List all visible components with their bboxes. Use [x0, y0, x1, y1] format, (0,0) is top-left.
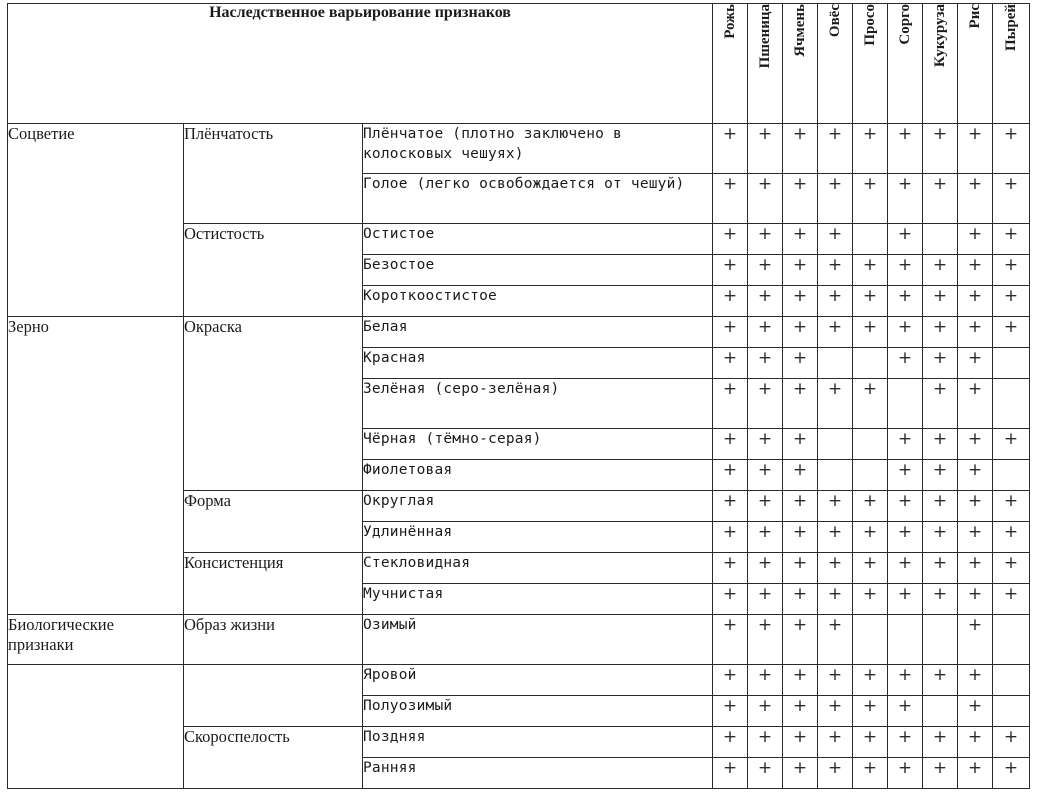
group-cell: Биологические признаки — [8, 615, 184, 665]
plus-mark: + — [818, 615, 853, 665]
variant-cell: Остистое — [363, 224, 713, 255]
plus-mark: + — [958, 615, 993, 665]
table-row — [8, 124, 1030, 174]
plus-mark: + — [958, 491, 993, 522]
plus-mark: + — [888, 460, 923, 491]
crop-header: Рожь — [713, 4, 748, 124]
plus-mark: + — [853, 696, 888, 727]
plus-mark: + — [748, 317, 783, 348]
plus-mark: + — [888, 317, 923, 348]
plus-mark: + — [853, 584, 888, 615]
plus-mark: + — [748, 379, 783, 429]
table-row — [8, 665, 1030, 696]
trait-cell: Консистенция — [184, 553, 363, 615]
plus-mark: + — [958, 522, 993, 553]
variant-cell: Безостое — [363, 255, 713, 286]
plus-mark: + — [818, 553, 853, 584]
table-row — [8, 615, 1030, 665]
plus-mark: + — [783, 124, 818, 174]
plus-mark: + — [783, 379, 818, 429]
crop-header: Ячмень — [783, 4, 818, 124]
mark-cell — [818, 460, 853, 491]
mark-cell — [853, 224, 888, 255]
trait-cell: Окраска — [184, 317, 363, 491]
plus-mark: + — [818, 286, 853, 317]
heredity-table — [7, 3, 1030, 789]
plus-mark: + — [888, 758, 923, 789]
mark-cell — [818, 348, 853, 379]
plus-mark: + — [748, 553, 783, 584]
plus-mark: + — [888, 665, 923, 696]
plus-mark: + — [818, 727, 853, 758]
plus-mark: + — [993, 522, 1030, 553]
trait-cell: Образ жизни — [184, 615, 363, 665]
plus-mark: + — [853, 379, 888, 429]
header-row — [8, 4, 1030, 124]
variant-cell: Зелёная (серо-зелёная) — [363, 379, 713, 429]
plus-mark: + — [783, 553, 818, 584]
plus-mark: + — [923, 124, 958, 174]
plus-mark: + — [923, 665, 958, 696]
crop-header: Пшеница — [748, 4, 783, 124]
mark-cell — [888, 379, 923, 429]
plus-mark: + — [783, 317, 818, 348]
plus-mark: + — [923, 584, 958, 615]
plus-mark: + — [888, 696, 923, 727]
plus-mark: + — [853, 174, 888, 224]
plus-mark: + — [783, 696, 818, 727]
plus-mark: + — [853, 665, 888, 696]
plus-mark: + — [818, 317, 853, 348]
plus-mark: + — [888, 522, 923, 553]
plus-mark: + — [818, 174, 853, 224]
plus-mark: + — [958, 174, 993, 224]
crop-header: Рис — [958, 4, 993, 124]
plus-mark: + — [783, 255, 818, 286]
plus-mark: + — [713, 317, 748, 348]
plus-mark: + — [853, 124, 888, 174]
mark-cell — [923, 224, 958, 255]
plus-mark: + — [818, 584, 853, 615]
plus-mark: + — [958, 584, 993, 615]
plus-mark: + — [958, 460, 993, 491]
plus-mark: + — [958, 727, 993, 758]
mark-cell — [853, 460, 888, 491]
trait-cell: Плёнчатость — [184, 124, 363, 224]
plus-mark: + — [713, 460, 748, 491]
plus-mark: + — [818, 255, 853, 286]
plus-mark: + — [888, 286, 923, 317]
mark-cell — [923, 696, 958, 727]
variant-cell: Фиолетовая — [363, 460, 713, 491]
plus-mark: + — [993, 317, 1030, 348]
plus-mark: + — [748, 584, 783, 615]
plus-mark: + — [923, 727, 958, 758]
plus-mark: + — [713, 255, 748, 286]
mark-cell — [993, 460, 1030, 491]
plus-mark: + — [888, 174, 923, 224]
table-title: Наследственное варьирование признаков — [8, 4, 713, 124]
plus-mark: + — [888, 727, 923, 758]
plus-mark: + — [993, 124, 1030, 174]
crop-header: Сорго — [888, 4, 923, 124]
mark-cell — [853, 429, 888, 460]
plus-mark: + — [993, 584, 1030, 615]
plus-mark: + — [713, 758, 748, 789]
plus-mark: + — [923, 286, 958, 317]
plus-mark: + — [783, 615, 818, 665]
variant-cell: Стекловидная — [363, 553, 713, 584]
plus-mark: + — [713, 124, 748, 174]
plus-mark: + — [748, 696, 783, 727]
plus-mark: + — [748, 429, 783, 460]
variant-cell: Красная — [363, 348, 713, 379]
mark-cell — [993, 348, 1030, 379]
plus-mark: + — [958, 317, 993, 348]
plus-mark: + — [888, 429, 923, 460]
plus-mark: + — [783, 665, 818, 696]
variant-cell: Ранняя — [363, 758, 713, 789]
plus-mark: + — [958, 286, 993, 317]
plus-mark: + — [748, 758, 783, 789]
plus-mark: + — [748, 224, 783, 255]
plus-mark: + — [783, 286, 818, 317]
plus-mark: + — [748, 460, 783, 491]
mark-cell — [993, 665, 1030, 696]
trait-cell-empty — [184, 665, 363, 727]
plus-mark: + — [853, 758, 888, 789]
plus-mark: + — [958, 665, 993, 696]
plus-mark: + — [923, 429, 958, 460]
plus-mark: + — [888, 553, 923, 584]
plus-mark: + — [888, 124, 923, 174]
plus-mark: + — [853, 727, 888, 758]
variant-cell: Яровой — [363, 665, 713, 696]
variant-cell: Удлинённая — [363, 522, 713, 553]
plus-mark: + — [853, 286, 888, 317]
plus-mark: + — [993, 553, 1030, 584]
plus-mark: + — [818, 665, 853, 696]
crop-header: Просо — [853, 4, 888, 124]
variant-cell: Поздняя — [363, 727, 713, 758]
plus-mark: + — [783, 584, 818, 615]
plus-mark: + — [713, 696, 748, 727]
plus-mark: + — [748, 124, 783, 174]
trait-cell: Скороспелость — [184, 727, 363, 789]
plus-mark: + — [818, 491, 853, 522]
plus-mark: + — [993, 429, 1030, 460]
plus-mark: + — [958, 348, 993, 379]
plus-mark: + — [853, 317, 888, 348]
mark-cell — [993, 379, 1030, 429]
plus-mark: + — [888, 224, 923, 255]
plus-mark: + — [958, 255, 993, 286]
variant-cell: Голое (легко освобождается от чешуй) — [363, 174, 713, 224]
plus-mark: + — [958, 224, 993, 255]
plus-mark: + — [853, 255, 888, 286]
variant-cell: Плёнчатое (плотно заключено в колосковых чешуях) — [363, 124, 713, 174]
plus-mark: + — [888, 348, 923, 379]
plus-mark: + — [853, 491, 888, 522]
plus-mark: + — [818, 758, 853, 789]
plus-mark: + — [713, 491, 748, 522]
plus-mark: + — [748, 727, 783, 758]
plus-mark: + — [853, 553, 888, 584]
plus-mark: + — [993, 224, 1030, 255]
plus-mark: + — [923, 553, 958, 584]
plus-mark: + — [713, 174, 748, 224]
plus-mark: + — [923, 522, 958, 553]
group-cell-empty — [8, 665, 184, 789]
plus-mark: + — [923, 379, 958, 429]
mark-cell — [818, 429, 853, 460]
plus-mark: + — [783, 758, 818, 789]
variant-cell: Озимый — [363, 615, 713, 665]
plus-mark: + — [818, 224, 853, 255]
variant-cell: Белая — [363, 317, 713, 348]
plus-mark: + — [923, 491, 958, 522]
plus-mark: + — [713, 727, 748, 758]
plus-mark: + — [748, 491, 783, 522]
plus-mark: + — [748, 174, 783, 224]
plus-mark: + — [713, 224, 748, 255]
plus-mark: + — [958, 553, 993, 584]
plus-mark: + — [713, 615, 748, 665]
mark-cell — [853, 615, 888, 665]
plus-mark: + — [923, 255, 958, 286]
plus-mark: + — [958, 758, 993, 789]
crop-header: Кукуруза — [923, 4, 958, 124]
plus-mark: + — [958, 429, 993, 460]
plus-mark: + — [713, 584, 748, 615]
plus-mark: + — [923, 348, 958, 379]
variant-cell: Короткоостистое — [363, 286, 713, 317]
plus-mark: + — [818, 379, 853, 429]
plus-mark: + — [748, 522, 783, 553]
plus-mark: + — [748, 615, 783, 665]
plus-mark: + — [783, 348, 818, 379]
plus-mark: + — [923, 460, 958, 491]
plus-mark: + — [993, 255, 1030, 286]
variant-cell: Чёрная (тёмно-серая) — [363, 429, 713, 460]
group-cell: Зерно — [8, 317, 184, 615]
plus-mark: + — [713, 429, 748, 460]
plus-mark: + — [888, 255, 923, 286]
plus-mark: + — [993, 491, 1030, 522]
mark-cell — [993, 696, 1030, 727]
plus-mark: + — [958, 124, 993, 174]
plus-mark: + — [818, 124, 853, 174]
plus-mark: + — [993, 174, 1030, 224]
mark-cell — [923, 615, 958, 665]
plus-mark: + — [783, 174, 818, 224]
trait-cell: Остистость — [184, 224, 363, 317]
plus-mark: + — [713, 522, 748, 553]
plus-mark: + — [748, 255, 783, 286]
plus-mark: + — [993, 286, 1030, 317]
crop-header: Пырей — [993, 4, 1030, 124]
plus-mark: + — [923, 758, 958, 789]
trait-cell: Форма — [184, 491, 363, 553]
plus-mark: + — [783, 491, 818, 522]
plus-mark: + — [748, 665, 783, 696]
plus-mark: + — [783, 224, 818, 255]
plus-mark: + — [818, 696, 853, 727]
plus-mark: + — [713, 379, 748, 429]
mark-cell — [993, 615, 1030, 665]
plus-mark: + — [993, 758, 1030, 789]
plus-mark: + — [958, 696, 993, 727]
crop-header: Овёс — [818, 4, 853, 124]
plus-mark: + — [783, 727, 818, 758]
plus-mark: + — [818, 522, 853, 553]
plus-mark: + — [713, 286, 748, 317]
plus-mark: + — [923, 174, 958, 224]
variant-cell: Округлая — [363, 491, 713, 522]
plus-mark: + — [713, 348, 748, 379]
plus-mark: + — [958, 379, 993, 429]
mark-cell — [853, 348, 888, 379]
plus-mark: + — [748, 348, 783, 379]
plus-mark: + — [783, 429, 818, 460]
plus-mark: + — [993, 727, 1030, 758]
variant-cell: Мучнистая — [363, 584, 713, 615]
plus-mark: + — [713, 665, 748, 696]
plus-mark: + — [783, 460, 818, 491]
table-row — [8, 317, 1030, 348]
group-cell: Соцветие — [8, 124, 184, 317]
plus-mark: + — [748, 286, 783, 317]
variant-cell: Полуозимый — [363, 696, 713, 727]
plus-mark: + — [713, 553, 748, 584]
plus-mark: + — [923, 317, 958, 348]
plus-mark: + — [888, 491, 923, 522]
plus-mark: + — [888, 584, 923, 615]
plus-mark: + — [783, 522, 818, 553]
mark-cell — [888, 615, 923, 665]
plus-mark: + — [853, 522, 888, 553]
